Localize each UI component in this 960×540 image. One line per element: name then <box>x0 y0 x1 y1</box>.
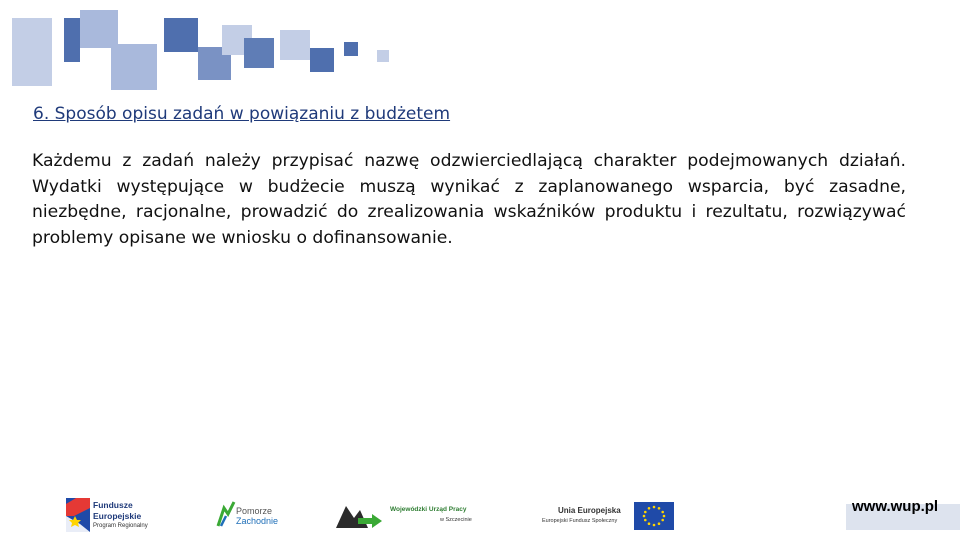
eu-flag-icon <box>634 502 674 530</box>
pomorze-line1: Pomorze <box>236 506 273 516</box>
decor-square <box>12 18 52 86</box>
decor-square <box>280 30 310 60</box>
decor-square <box>377 50 389 62</box>
logo-unia-europejska <box>540 500 676 532</box>
decor-square <box>244 38 274 68</box>
pomorze-line2: Zachodnie <box>236 516 279 526</box>
wup-mountains-icon <box>336 500 386 530</box>
fundusze-line2: Europejskie <box>93 511 142 521</box>
website-link[interactable]: www.wup.pl <box>852 498 939 515</box>
decor-square <box>344 42 358 56</box>
decor-square <box>80 10 118 48</box>
fundusze-line3: Program Regionalny <box>93 523 148 529</box>
ue-line1: Unia Europejska <box>558 506 621 515</box>
logo-fundusze-europejskie <box>66 497 176 533</box>
decor-square <box>111 44 157 90</box>
pomorze-bird-icon <box>216 500 236 528</box>
wup-line2: w Szczecinie <box>440 517 472 523</box>
fundusze-flag-icon <box>66 498 90 532</box>
slide-title: 6. Sposób opisu zadań w powiązaniu z budżetem <box>33 104 451 124</box>
decor-square <box>64 18 80 62</box>
logo-wup-szczecin <box>336 500 486 532</box>
logo-pomorze-zachodnie <box>216 500 280 532</box>
fundusze-line1: Fundusze <box>93 500 133 510</box>
ue-line2: Europejski Fundusz Społeczny <box>542 518 618 524</box>
footer-logos <box>0 490 960 540</box>
wup-line1: Wojewódzki Urząd Pracy <box>390 506 467 513</box>
decor-square <box>164 18 198 52</box>
slide-body-text: Każdemu z zadań należy przypisać nazwę odzwierciedlającą charakter podejmowanych działań. Wydatki występujące w budżecie muszą wynikać z zaplanowanego wsparcia, być zasadne, niezbędne, racjonalne, prowadzić do zrealizowania wskaźników produktu i rezultatu, rozwiązywać problemy opisane we wniosku o dofinansowanie. <box>32 151 906 248</box>
decor-square <box>310 48 334 72</box>
